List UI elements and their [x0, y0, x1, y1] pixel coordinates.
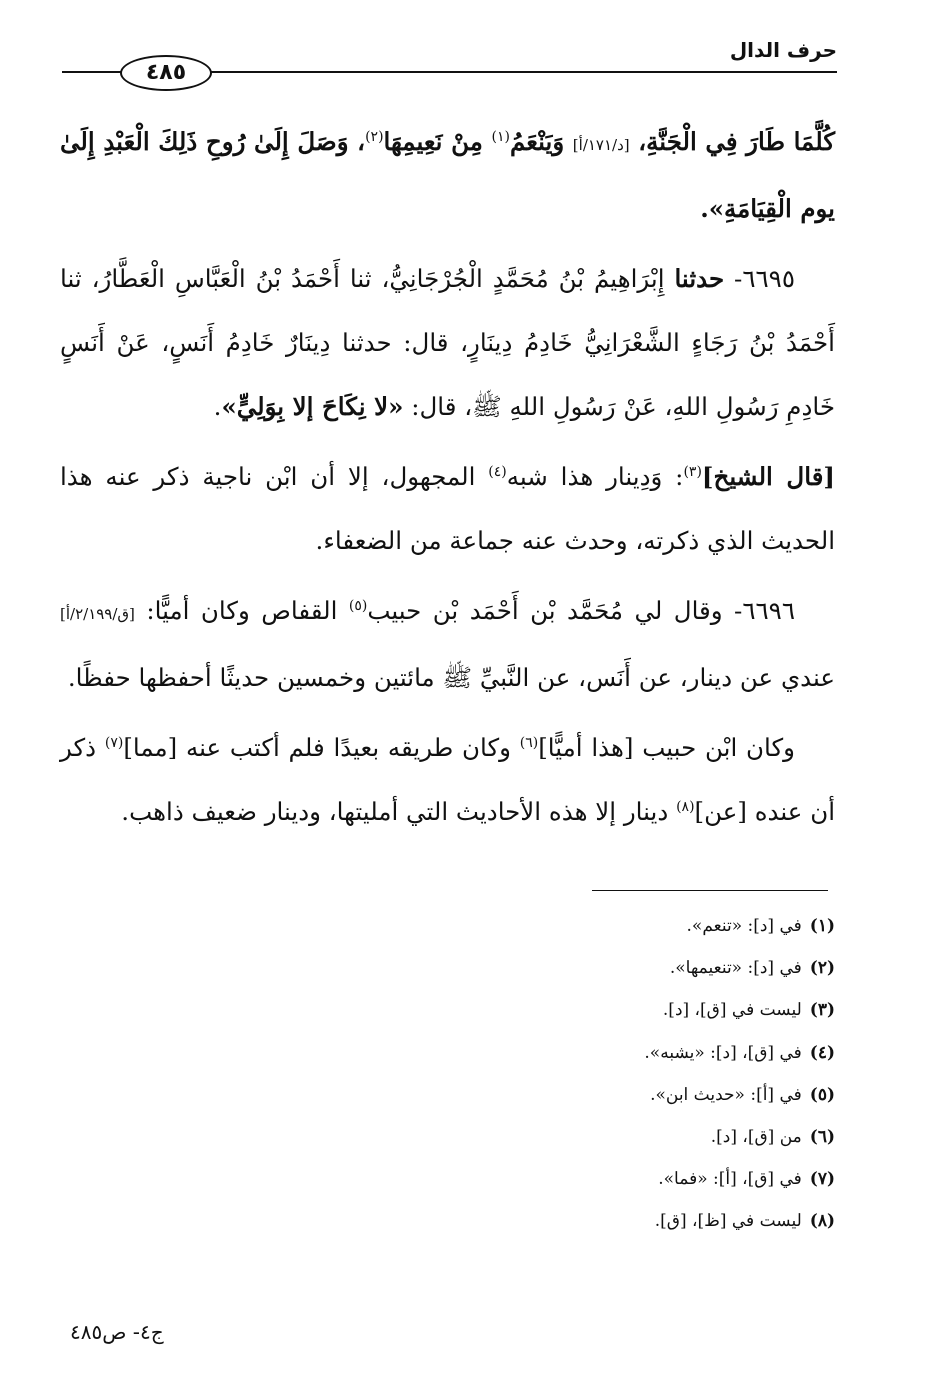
footnote — [335, 989, 835, 1031]
manuscript-ref: [ق/٢/١٩٩/أ] — [60, 605, 135, 623]
footnote-marker: (٦) — [519, 734, 539, 751]
footnote — [335, 1200, 835, 1242]
narration-text: عندي عن دينار، عن أَنَس، عن النَّبيِّ ﷺ مائتين وخمسين حديثًا أحفظها حفظًا. — [67, 663, 835, 692]
footnote-text: ليست في [ق]، [د]. — [662, 1000, 802, 1021]
chapter-title: حرف الدال — [729, 38, 837, 62]
footnote-text: في [أ]: «حديث ابن». — [650, 1084, 802, 1105]
narration-text: دينار إلا هذه الأحاديث التي أمليتها، ودينار ضعيف ذاهب. — [121, 797, 677, 826]
narration-lead: حدثنا — [674, 264, 725, 293]
footnote-list — [335, 905, 835, 1243]
manuscript-ref: [د/١٧١/أ] — [572, 136, 630, 154]
footnote-marker: (٧) — [104, 734, 124, 751]
page-number-badge: ٤٨٥ — [120, 55, 212, 91]
footnote-marker: (٥) — [348, 597, 368, 614]
footnote-marker: (٢) — [365, 128, 384, 145]
hadith-quote: «لا نِكَاحَ إلا بِوَلِيٍّ» — [221, 392, 404, 421]
footnote-number: (٤) — [809, 1042, 835, 1063]
paragraph-5 — [60, 716, 835, 844]
footnote-text: في [ق]، [د]: «يشبه». — [644, 1042, 802, 1063]
footnote-number: (٢) — [809, 958, 835, 979]
footnote — [335, 1074, 835, 1116]
narration-text: وقال لي مُحَمَّد بْن أَحْمَد بْن حبيب — [367, 596, 723, 625]
hadith-number: ٦٦٩٥- — [724, 264, 795, 293]
footnote-number: (٨) — [809, 1211, 835, 1232]
footnote-number: (٧) — [809, 1169, 835, 1190]
footnote-marker: (٤) — [488, 463, 507, 480]
footnote-text: في [ق]، [أ]: «فما». — [658, 1169, 802, 1190]
footnote-number: (٥) — [809, 1084, 835, 1105]
footnote-separator — [592, 890, 828, 891]
hadith-text: ، وَصَلَ إِلَىٰ رُوحِ ذَلِكَ الْعَبْدِ إِلَىٰ يوم الْقِيَامَةِ». — [60, 127, 835, 223]
narration-lead: [قال الشيخ] — [701, 462, 836, 491]
hadith-text: مِنْ نَعِيمِهَا — [383, 127, 492, 156]
footnote-number: (٣) — [809, 1000, 835, 1021]
paragraph-4 — [60, 579, 835, 710]
footnote-number: (١) — [809, 916, 835, 936]
footnote — [335, 1158, 835, 1200]
footnote — [335, 947, 835, 989]
narration-text: القفاص وكان أميًّا: — [134, 596, 349, 625]
isnad-text: إِبْرَاهِيمُ بْنُ مُحَمَّدٍ الْجُرْجَانِيُّ، ثنا أَحْمَدُ بْنُ الْعَبَّاسِ الْعَطَّارُ، ثنا أَحْمَدُ بْنُ رَجَاءٍ الشَّعْرَانِيُّ خَادِمُ دِينَارٍ، قال: حدثنا دِينَارٌ خَادِمُ أَنَسٍ، عَنْ أَنَسٍ خَادِمِ رَسُولِ اللهِ، عَنْ رَسُولِ اللهِ ﷺ، قال: — [60, 264, 835, 421]
footnote — [335, 905, 835, 947]
footnote — [335, 1032, 835, 1074]
hadith-text: كُلَّمَا طَارَ فِي الْجَنَّةِ، — [629, 127, 835, 156]
footnote-marker: (١) — [491, 128, 510, 145]
narration-text: ذكر أن عنده [عن] — [60, 733, 835, 826]
footnote-text: في [د]: «تنعيمها». — [669, 958, 802, 979]
paragraph-end: . — [213, 392, 222, 421]
narration-text: وكان طريقه بعيدًا فلم أكتب عنه [مما] — [123, 733, 520, 762]
page-header — [62, 30, 837, 90]
footnote-number: (٦) — [809, 1127, 835, 1148]
body-text — [60, 110, 835, 850]
paragraph-3 — [60, 445, 835, 573]
footnote-text: من [ق]، [د]. — [710, 1127, 802, 1148]
paragraph-2 — [60, 247, 835, 439]
footnote-marker: (٣) — [683, 463, 702, 480]
footnote-text: في [د]: «تنعم». — [686, 916, 802, 936]
hadith-text: وَيَنْعَمُ — [510, 127, 573, 156]
footnote — [335, 1116, 835, 1158]
footnote-text: ليست في [ظ]، [ق]. — [654, 1211, 802, 1232]
hadith-number: ٦٦٩٦- — [722, 596, 795, 625]
footnote-marker: (٨) — [676, 798, 695, 815]
commentary-text: : وَدِينار هذا شبه — [506, 462, 684, 491]
volume-page-reference: ج٤- ص٤٨٥ — [70, 1320, 164, 1344]
narration-text: وكان ابْن حبيب [هذا أميًّا] — [538, 733, 795, 762]
commentary-text: المجهول، إلا أن ابْن ناجية ذكر عنه هذا الحديث الذي ذكرته، وحدث عنه جماعة من الضعفاء. — [60, 462, 835, 555]
paragraph-1 — [60, 110, 835, 241]
